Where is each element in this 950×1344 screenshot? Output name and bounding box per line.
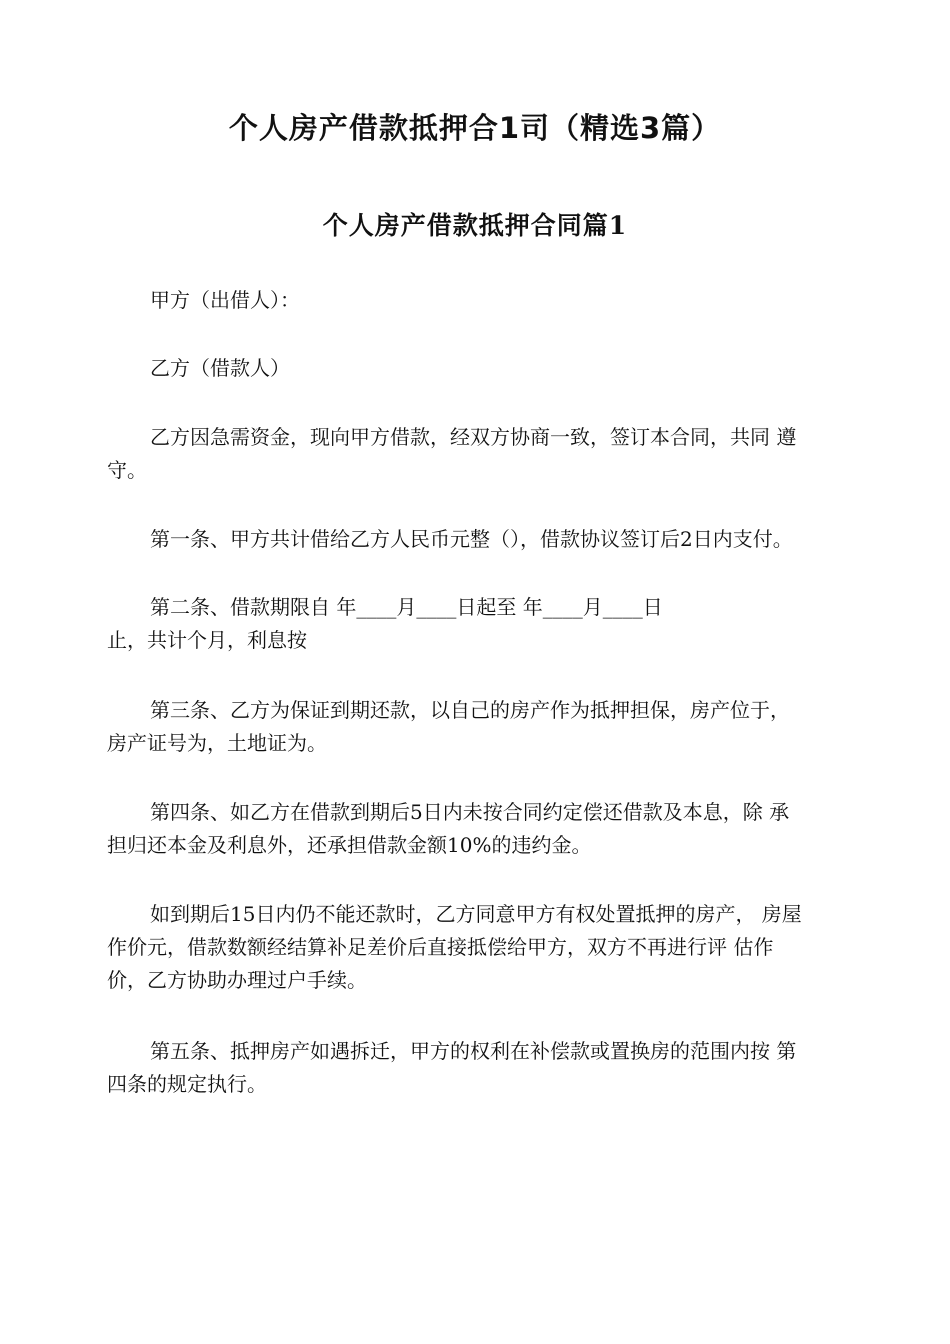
party-b-line (107, 352, 859, 385)
paragraph-line: 如到期后15日内仍不能还款时，乙方同意甲方有权处置抵押的房产， 房屋 (150, 902, 802, 926)
paragraph-line: 乙方（借款人） (150, 356, 290, 380)
paragraph-line: 第三条、乙方为保证到期还款，以自己的房产作为抵押担保，房产位于， (150, 698, 790, 722)
article-4-paragraph (107, 796, 859, 862)
article-5-paragraph (107, 1035, 859, 1101)
paragraph-line: 第一条、甲方共计借给乙方人民币元整（），借款协议签订后2日内支付。 (150, 527, 793, 551)
paragraph-line: 甲方（出借人）： (150, 288, 300, 312)
article-3-paragraph (107, 694, 859, 760)
paragraph-line: 第二条、借款期限自 年____月____日起至 年____月____日 (150, 595, 663, 619)
paragraph-line: 担归还本金及利息外，还承担借款金额10%的违约金。 (107, 833, 592, 857)
party-a-line (107, 284, 859, 317)
paragraph-line: 第四条、如乙方在借款到期后5日内未按合同约定偿还借款及本息，除 承 (150, 800, 790, 824)
document-title: 个人房产借款抵押合1司（精选3篇） (228, 111, 722, 145)
paragraph-line: 房产证号为，土地证为。 (107, 731, 327, 755)
paragraph-line: 价，乙方协助办理过户手续。 (107, 968, 367, 992)
article-4-continuation-paragraph (107, 898, 859, 997)
paragraph-line: 守。 (107, 458, 147, 482)
paragraph-line: 第五条、抵押房产如遇拆迁，甲方的权利在补偿款或置换房的范围内按 第 (150, 1039, 797, 1063)
paragraph-line: 乙方因急需资金，现向甲方借款，经双方协商一致，签订本合同，共同 遵 (150, 425, 797, 449)
article-1-paragraph (107, 523, 859, 556)
paragraph-line: 止，共计个月，利息按 (107, 628, 307, 652)
paragraph-line: 四条的规定执行。 (107, 1072, 267, 1096)
preamble-paragraph (107, 421, 859, 487)
section-title: 个人房产借款抵押合同篇1 (322, 211, 628, 240)
paragraph-line: 作价元，借款数额经结算补足差价后直接抵偿给甲方，双方不再进行评 估作 (107, 935, 774, 959)
article-2-paragraph (107, 591, 859, 657)
